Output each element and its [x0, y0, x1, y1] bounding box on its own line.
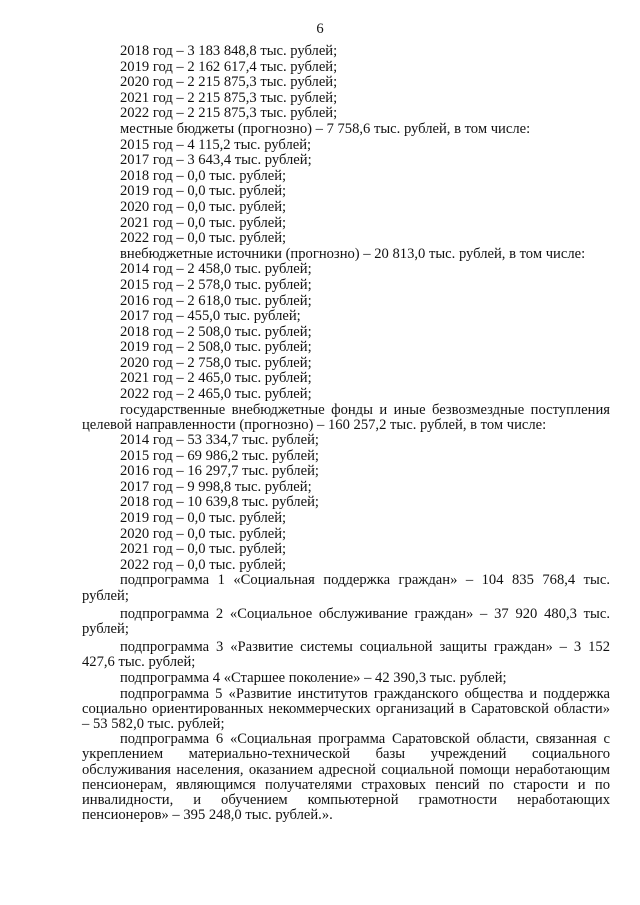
list-item: 2022 год – 2 465,0 тыс. рублей;	[120, 386, 312, 403]
extrabudgetary-list	[82, 262, 610, 402]
list-item: 2021 год – 2 215 875,3 тыс. рублей;	[120, 89, 338, 106]
list-item: 2015 год – 69 986,2 тыс. рублей;	[120, 447, 319, 464]
list-item: 2018 год – 10 639,8 тыс. рублей;	[120, 494, 319, 511]
list-item: 2016 год – 2 618,0 тыс. рублей;	[120, 292, 312, 309]
list-item: 2018 год – 0,0 тыс. рублей;	[120, 167, 287, 184]
local-budgets-list	[82, 138, 610, 247]
list-item: 2015 год – 4 115,2 тыс. рублей;	[120, 136, 312, 153]
list-item: 2020 год – 2 758,0 тыс. рублей;	[120, 354, 312, 371]
list-item: 2020 год – 2 215 875,3 тыс. рублей;	[120, 74, 338, 91]
list-item: 2019 год – 2 162 617,4 тыс. рублей;	[120, 58, 338, 75]
list-item: 2021 год – 2 465,0 тыс. рублей;	[120, 370, 312, 387]
list-item: 2017 год – 455,0 тыс. рублей;	[120, 308, 301, 325]
list-item: 2022 год – 2 215 875,3 тыс. рублей;	[120, 105, 338, 122]
list-item: 2021 год – 0,0 тыс. рублей;	[120, 541, 287, 558]
list-item: 2016 год – 16 297,7 тыс. рублей;	[120, 463, 319, 480]
list-item: 2022 год – 0,0 тыс. рублей;	[120, 230, 287, 247]
list-item: 2018 год – 3 183 848,8 тыс. рублей;	[120, 43, 338, 59]
subprogram-3: подпрограмма 3 «Развитие системы социальной защиты граждан» – 3 152 427,6 тыс. рублей;	[82, 638, 610, 671]
subprogram-1: подпрограмма 1 «Социальная поддержка граждан» – 104 835 768,4 тыс. рублей;	[82, 572, 610, 604]
subprogram-2: подпрограмма 2 «Социальное обслуживание граждан» – 37 920 480,3 тыс. рублей;	[82, 605, 610, 638]
subprogram-5: подпрограмма 5 «Развитие институтов гражданского общества и поддержка социально ориентированных некоммерческих организаций в Саратовской области» – 53 582,0 тыс. рублей;	[82, 685, 610, 732]
list-item: 2019 год – 0,0 тыс. рублей;	[120, 510, 287, 527]
list-item: 2015 год – 2 578,0 тыс. рублей;	[120, 276, 312, 293]
list-item: 2017 год – 9 998,8 тыс. рублей;	[120, 478, 312, 495]
list-item: 2019 год – 0,0 тыс. рублей;	[120, 183, 287, 200]
list-item: 2018 год – 2 508,0 тыс. рублей;	[120, 323, 312, 340]
document-body	[82, 44, 610, 823]
list-item: 2014 год – 2 458,0 тыс. рублей;	[120, 261, 312, 278]
state-funds-heading: государственные внебюджетные фонды и иные безвозмездные поступления целевой направленности (прогнозно) – 160 257,2 тыс. рублей, в том числе:	[82, 401, 610, 433]
funding-2018-2022-list	[82, 44, 610, 122]
list-item: 2017 год – 3 643,4 тыс. рублей;	[120, 152, 312, 169]
subprogram-4: подпрограмма 4 «Старшее поколение» – 42 390,3 тыс. рублей;	[120, 669, 507, 686]
list-item: 2020 год – 0,0 тыс. рублей;	[120, 525, 287, 542]
list-item: 2019 год – 2 508,0 тыс. рублей;	[120, 339, 312, 356]
list-item: 2022 год – 0,0 тыс. рублей;	[120, 556, 287, 573]
list-item: 2021 год – 0,0 тыс. рублей;	[120, 214, 287, 231]
local-budgets-heading: местные бюджеты (прогнозно) – 7 758,6 тыс. рублей, в том числе:	[120, 120, 531, 137]
extrabudgetary-heading: внебюджетные источники (прогнозно) – 20 813,0 тыс. рублей, в том числе:	[120, 245, 586, 262]
list-item: 2014 год – 53 334,7 тыс. рублей;	[120, 432, 319, 449]
state-funds-list	[82, 433, 610, 573]
page-number: 6	[316, 21, 324, 37]
subprogram-6: подпрограмма 6 «Социальная программа Саратовской области, связанная с укреплением материально-технической базы учреждений социального обслуживания населения, оказанием адресной социальной помощи неработающим пенсионерам, являющимся получателями страховых пенсий по старости и по инвалидности, и обучением компьютерной грамотности неработающих пенсионеров» – 395 248,0 тыс. рублей.».	[82, 731, 610, 824]
list-item: 2020 год – 0,0 тыс. рублей;	[120, 198, 287, 215]
